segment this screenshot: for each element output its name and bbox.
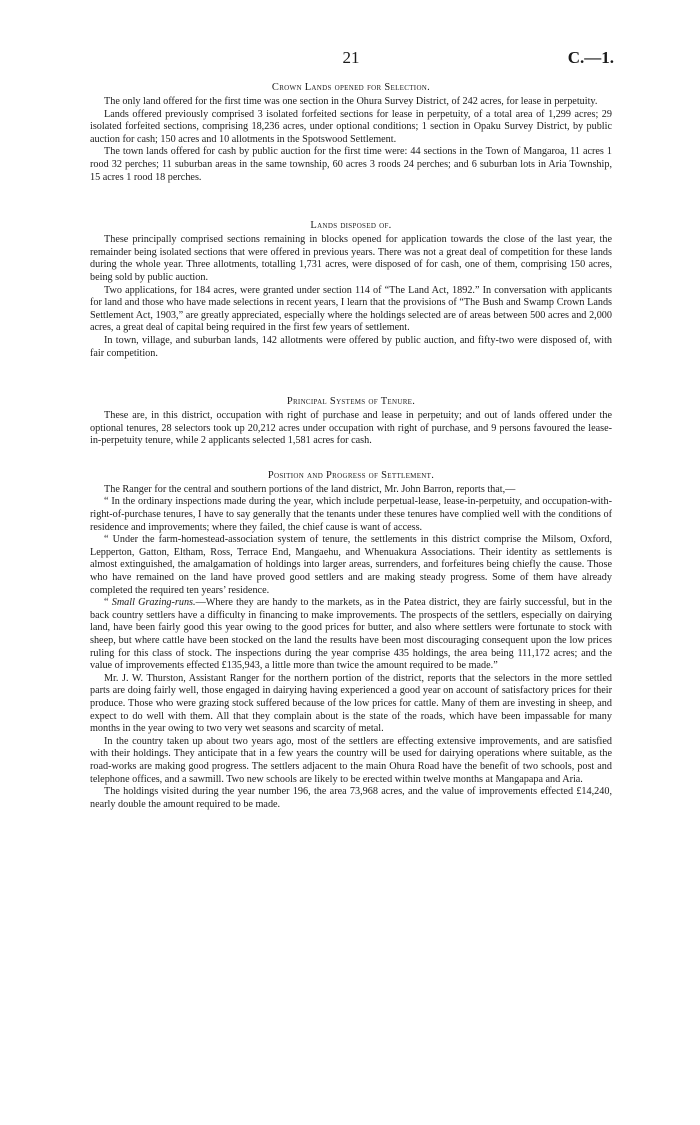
paragraph: In the country taken up about two years ago, most of the settlers are effecting extensive improvements, and are satisfied with their holdings. They anticipate that in a few years the country will be used for dairying operations where suitable, as the road-works are making good progress. The settlers adjacent to the main Ohura Road have the benefit of two schools, post and telephone offices, and a sawmill. Two new schools are likely to be erected within twelve months at Mangapapa and Aria.: [90, 735, 612, 785]
paragraph: The only land offered for the first time was one section in the Ohura Survey District, of 242 acres, for lease in perpetuity.: [104, 96, 598, 107]
quote-paragraph: “ Small Grazing-runs.—Where they are handy to the markets, as in the Patea district, they are fairly successful, but in the back country settlers have a difficulty in financing to make improvements. The prospects of the settlers, especially on dairying land, have been fairly good this year owing to the good prices for butter, and also where settlers were fortunate to stock with sheep, but where cattle have been stocked on the land the results have been most discouraging consequent upon the low prices ruling for this class of stock. The inspections during the year comprise 435 holdings, the area being 111,172 acres; and the value of improvements effected £135,943, a little more than twice the amount required to be made.”: [90, 597, 612, 672]
section-heading-settlement: Position and Progress of Settlement.: [267, 469, 435, 481]
paragraph: Two applications, for 184 acres, were granted under section 114 of “The Land Act, 1892.” In conversation with applicants for land and those who have made selections in recent years, I learn that the provisions of “The Bush and Swamp Crown Lands Settlement Act, 1903,” are greatly appreciated, especially where the holdings selected are of areas between 500 acres and 2,000 acres, a great deal of capital being required in the first few years of settlement.: [90, 284, 612, 334]
page-number: 21: [342, 48, 360, 67]
page-header: [90, 48, 612, 70]
paragraph: The holdings visited during the year number 196, the area 73,968 acres, and the value of improvements effected £14,240, nearly double the amount required to be made.: [90, 786, 612, 810]
paragraph: The Ranger for the central and southern portions of the land district, Mr. John Barron, reports that,—: [104, 483, 516, 495]
run-in-heading: Small Grazing-runs.: [111, 597, 196, 609]
paragraph: Lands offered previously comprised 3 isolated forfeited sections for lease in perpetuity, of a total area of 1,299 acres; 29 isolated forfeited sections, comprising 18,236 acres, under optional conditions; 1 section in Opaku Survey District, by public auction for cash; 150 acres and 10 allotments in the Spotswood Settlement.: [90, 108, 612, 145]
paragraph: In town, village, and suburban lands, 142 allotments were offered by public auction, and fifty-two were disposed of, with fair competition.: [90, 334, 612, 359]
section-heading-lands-disposed: Lands disposed of.: [310, 220, 392, 232]
document-reference: C.—1.: [567, 48, 614, 67]
paragraph: The town lands offered for cash by public auction for the first time were: 44 sections in the Town of Mangaroa, 11 acres 1 rood 32 perches; 11 suburban areas in the same township, 60 acres 3 roods 24 perches; and 6 suburban lots in Aria Township, 15 acres 1 rood 18 perches.: [90, 146, 612, 183]
document-page: [90, 48, 612, 811]
section-heading-crown-lands: Crown Lands opened for Selection.: [271, 82, 431, 93]
paragraph: These are, in this district, occupation with right of purchase and lease in perpetuity; and out of lands offered under the optional tenures, 28 selectors took up 20,212 acres under occupation with right of purchase, and 9 persons favoured the lease-in-perpetuity tenure, while 2 applicants selected 1,581 acres for cash.: [90, 410, 612, 447]
paragraph: Mr. J. W. Thurston, Assistant Ranger for the northern portion of the district, reports that the selectors in the more settled parts are doing fairly well, those engaged in dairying having experienced a good year on account of satisfactory prices for their produce. Those who were grazing stock suffered because of the low prices for cattle. Many of them are investing in sheep, and expect to do well with them. All that they complain about is the state of the roads, which have been impassable for many months in the year owing to two very wet seasons and scarcity of metal.: [90, 672, 612, 735]
section-heading-tenure: Principal Systems of Tenure.: [286, 396, 416, 408]
quote-paragraph: “ Under the farm-homestead-association system of tenure, the settlements in this district comprise the Milsom, Oxford, Lepperton, Gatton, Eltham, Ross, Terrace End, Mangaehu, and Whenuakura Associations. Their identity as settlements is almost extinguished, the amalgamation of holdings into larger areas, surrenders, and forfeitures being chiefly the cause. Those who have remained on the land have proved good settlers and are making steady progress. Some of them have already completed the required ten years’ residence.: [90, 534, 612, 596]
paragraph: These principally comprised sections remaining in blocks opened for application towards the close of the last year, the remainder being isolated sections that were offered in previous years. There was not a great deal of competition for these lands during the whole year. Three allotments, totalling 1,731 acres, were disposed of for cash, one of them, comprising 150 acres, being sold by public auction.: [90, 234, 612, 283]
quote-paragraph: “ In the ordinary inspections made during the year, which include perpetual-lease, lease-in-perpetuity, and occupation-with-right-of-purchase tenures, I have to say generally that the tenants under these tenures have complied well with the conditions of residence and improvements; where they failed, the chief cause is want of access.: [90, 496, 612, 533]
